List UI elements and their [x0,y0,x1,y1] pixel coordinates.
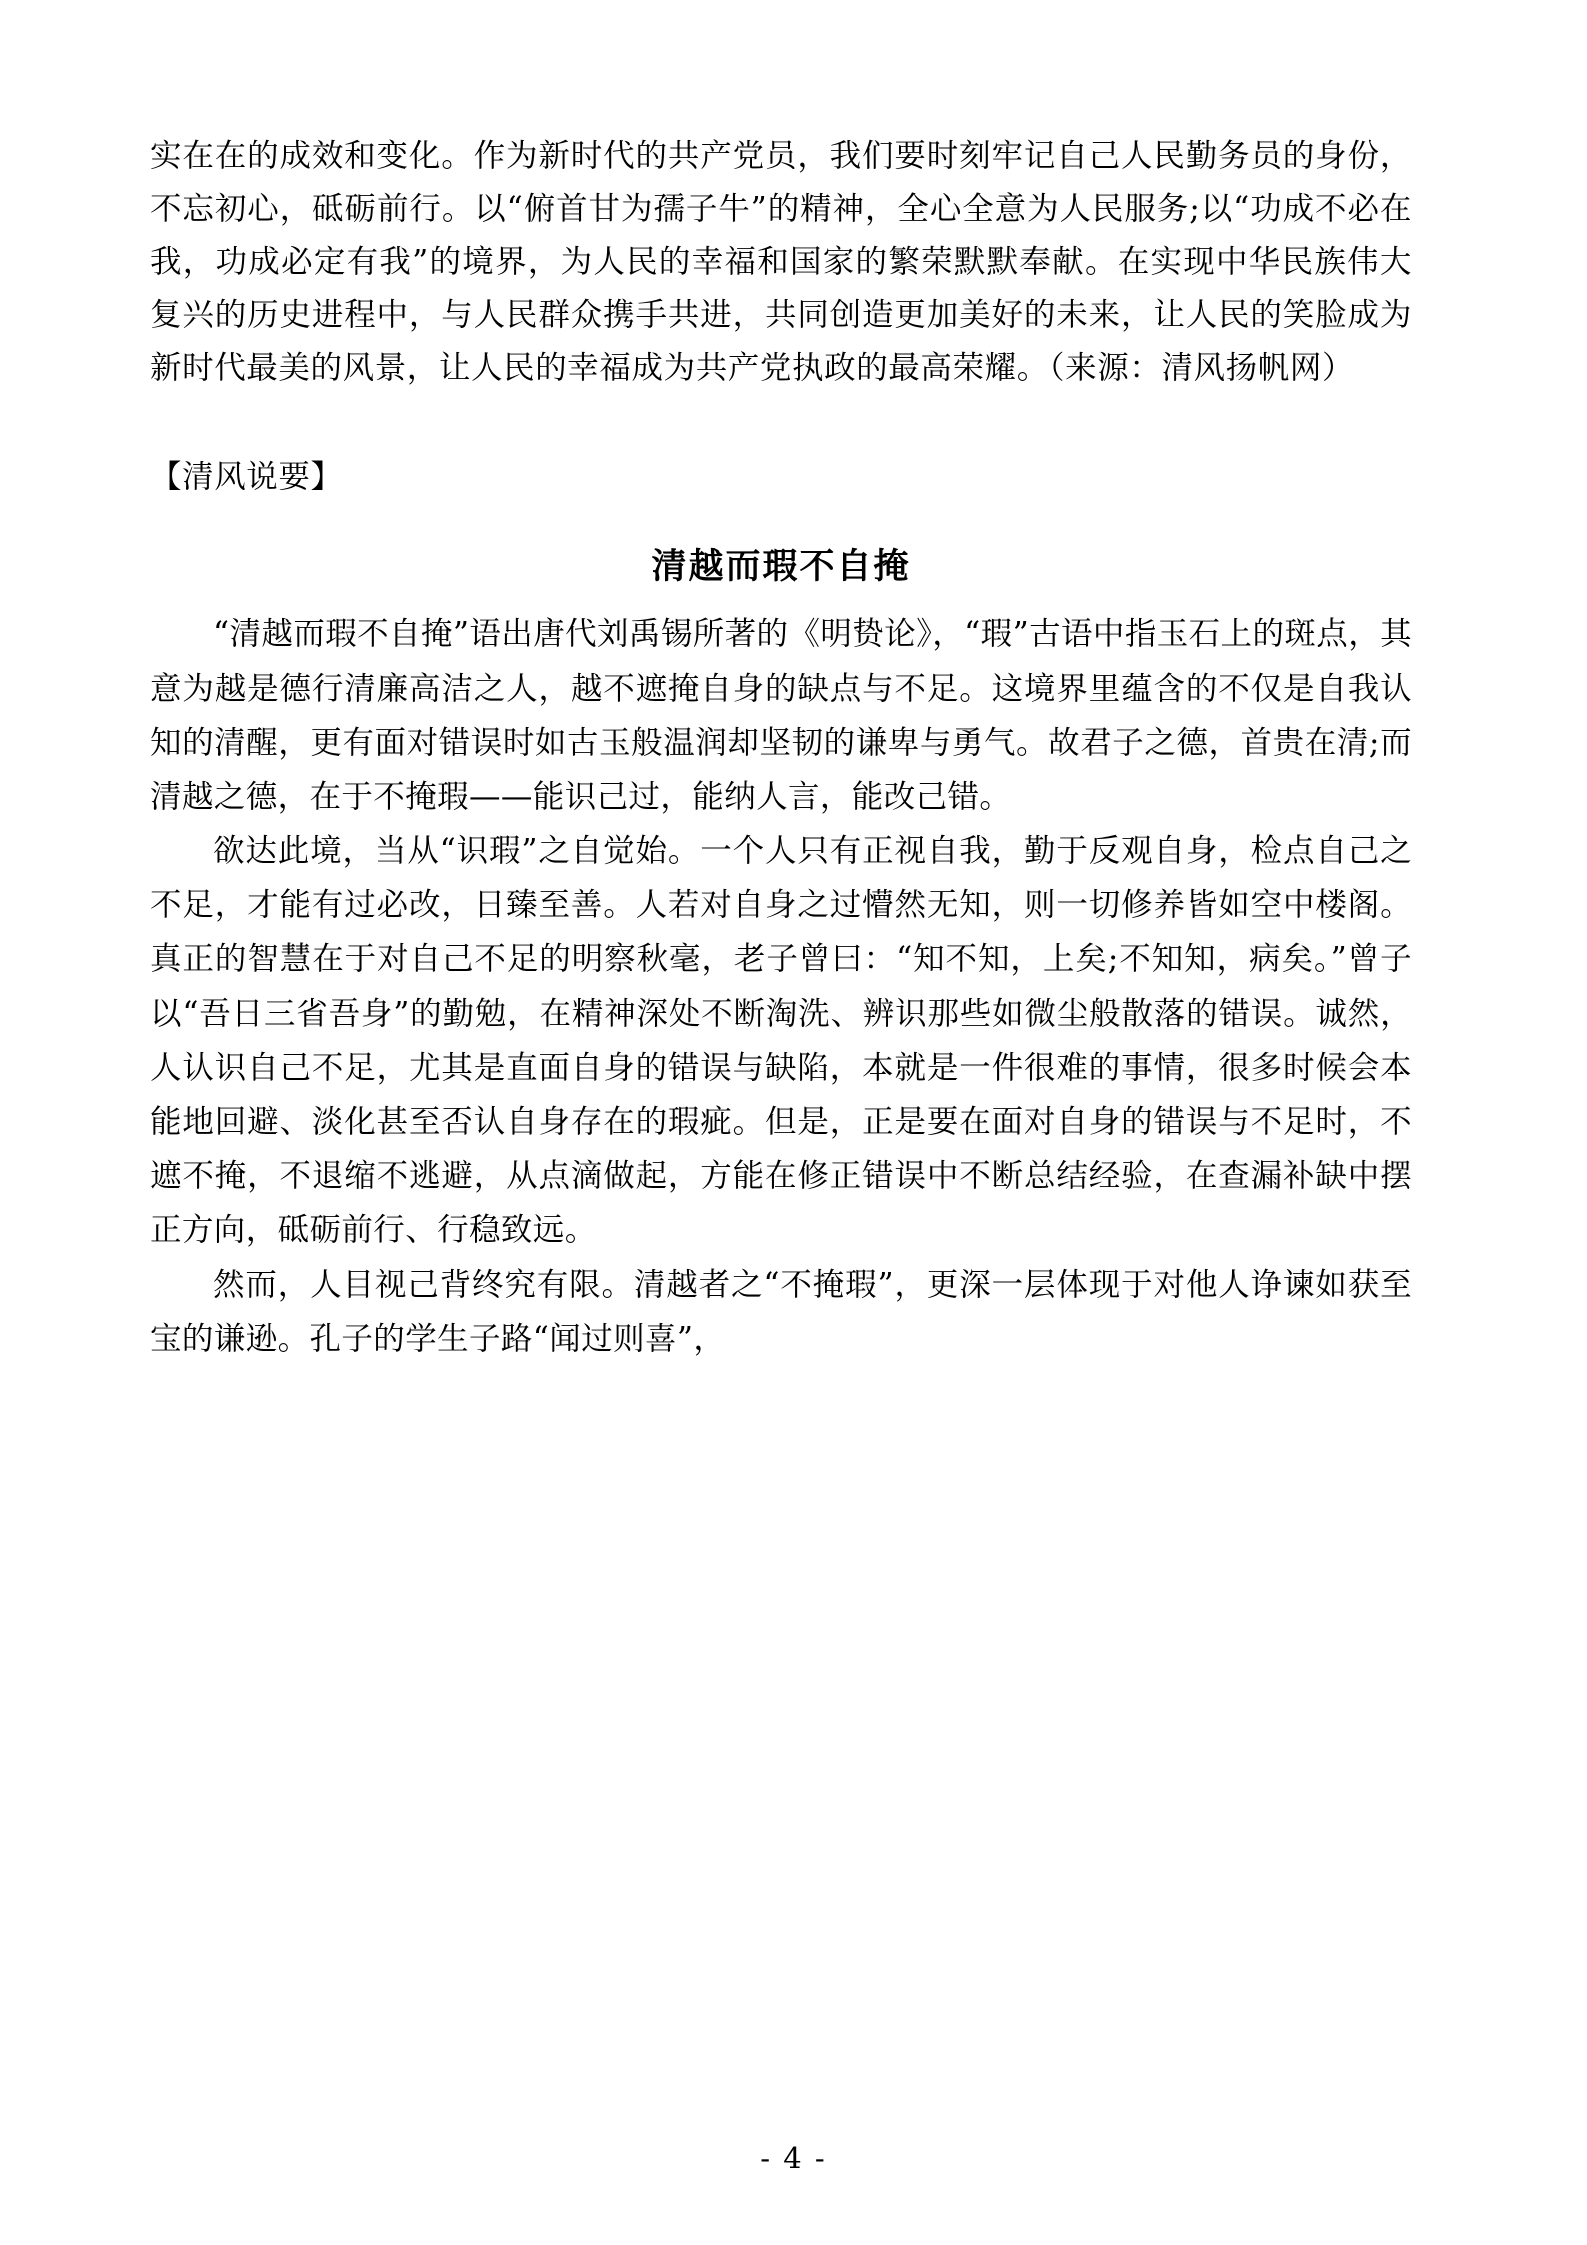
article-paragraph-2: 欲达此境，当从“识瑕”之自觉始。一个人只有正视自我，勤于反观自身，检点自己之不足，才能有过必改，日臻至善。人若对自身之过懵然无知，则一切修养皆如空中楼阁。真正的智慧在于对自己不足的明察秋毫，老子曾曰：“知不知，上矣;不知知，病矣。”曾子以“吾日三省吾身”的勤勉，在精神深处不断淘洗、辨识那些如微尘般散落的错误。诚然，人认识自己不足，尤其是直面自身的错误与缺陷，本就是一件很难的事情，很多时候会本能地回避、淡化甚至否认自身存在的瑕疵。但是，正是要在面对自身的错误与不足时，不遮不掩，不退缩不逃避，从点滴做起，方能在修正错误中不断总结经验，在查漏补缺中摆正方向，砥砺前行、行稳致远。 [150,833,1412,1249]
top-paragraph: 实在在的成效和变化。作为新时代的共产党员，我们要时刻牢记自己人民勤务员的身份，不忘初心，砥砺前行。以“俯首甘为孺子牛”的精神，全心全意为人民服务;以“功成不必在我，功成必定有我”的境界，为人民的幸福和国家的繁荣默默奉献。在实现中华民族伟大复兴的历史进程中，与人民群众携手共进，共同创造更加美好的未来，让人民的笑脸成为新时代最美的风景，让人民的幸福成为共产党执政的最高荣耀。（来源：清风扬帆网） [150,138,1412,386]
article-paragraph-1: “清越而瑕不自掩”语出唐代刘禹锡所著的《明贽论》，“瑕”古语中指玉石上的斑点，其意为越是德行清廉高洁之人，越不遮掩自身的缺点与不足。这境界里蕴含的不仅是自我认知的清醒，更有面对错误时如古玉般温润却坚韧的谦卑与勇气。故君子之德，首贵在清;而清越之德，在于不掩瑕——能识己过，能纳人言，能改己错。 [150,616,1412,815]
article-title: 清越而瑕不自掩 [651,546,911,588]
page-number: - 4 - [760,2141,827,2175]
article-paragraph-3: 然而，人目视己背终究有限。清越者之“不掩瑕”，更深一层体现于对他人诤谏如获至宝的谦逊。孔子的学生子路“闻过则喜”， [150,1266,1412,1357]
section-tag: 【清风说要】 [150,458,343,495]
